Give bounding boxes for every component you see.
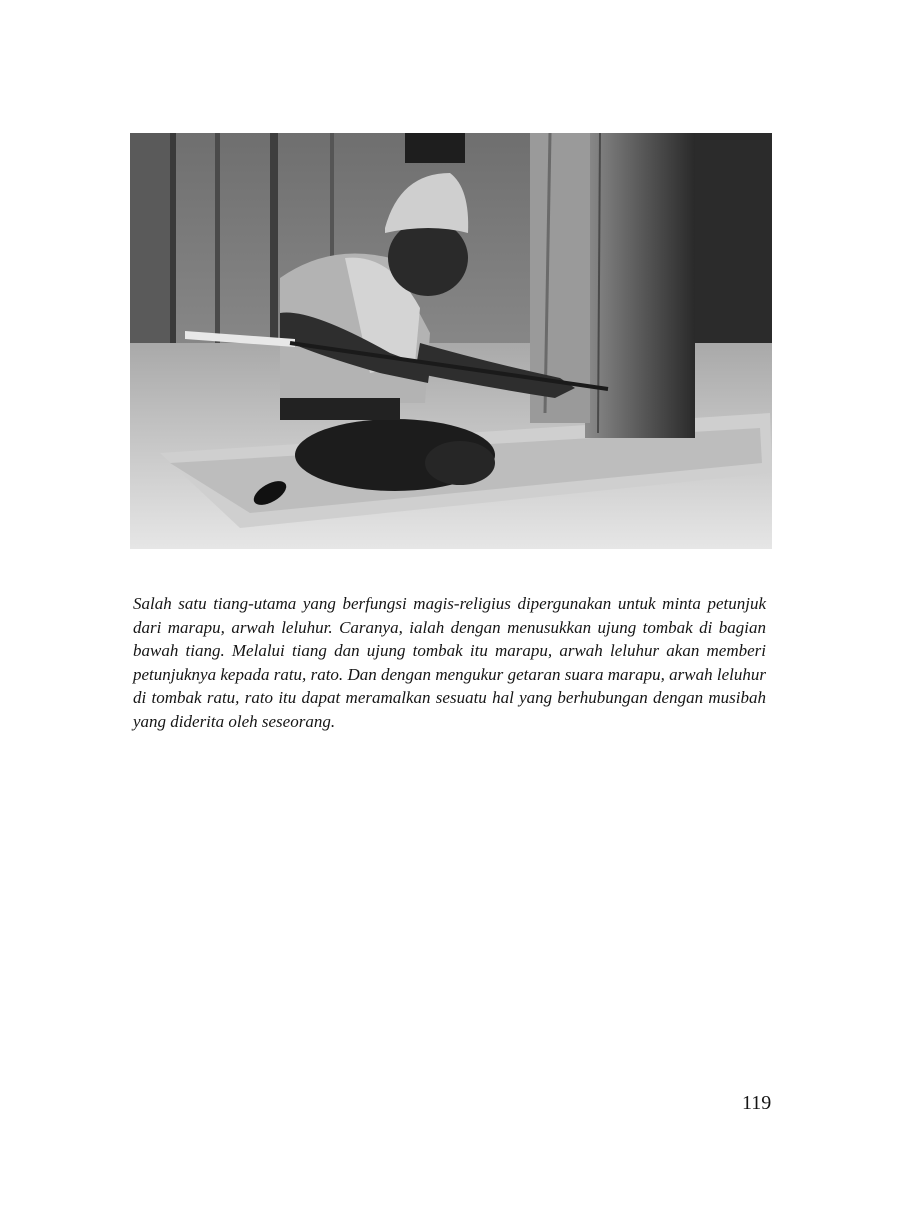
photograph	[130, 133, 772, 549]
page-number: 119	[742, 1092, 772, 1114]
photo-caption: Salah satu tiang-utama yang berfungsi magis-religius dipergunakan untuk minta petunjuk dari marapu, arwah leluhur. Caranya, ialah dengan menusukkan ujung tombak di bagian bawah tiang. Melalui tiang dan ujung tombak itu marapu, arwah leluhur akan memberi petunjuknya kepada ratu, rato. Dan dengan mengukur getaran suara marapu, arwah leluhur di tombak ratu, rato itu dapat meramalkan sesuatu hal yang berhubungan dengan musibah yang diderita oleh seseorang.	[133, 594, 766, 731]
photo-scene-man-with-spear-at-pillar	[130, 133, 772, 549]
